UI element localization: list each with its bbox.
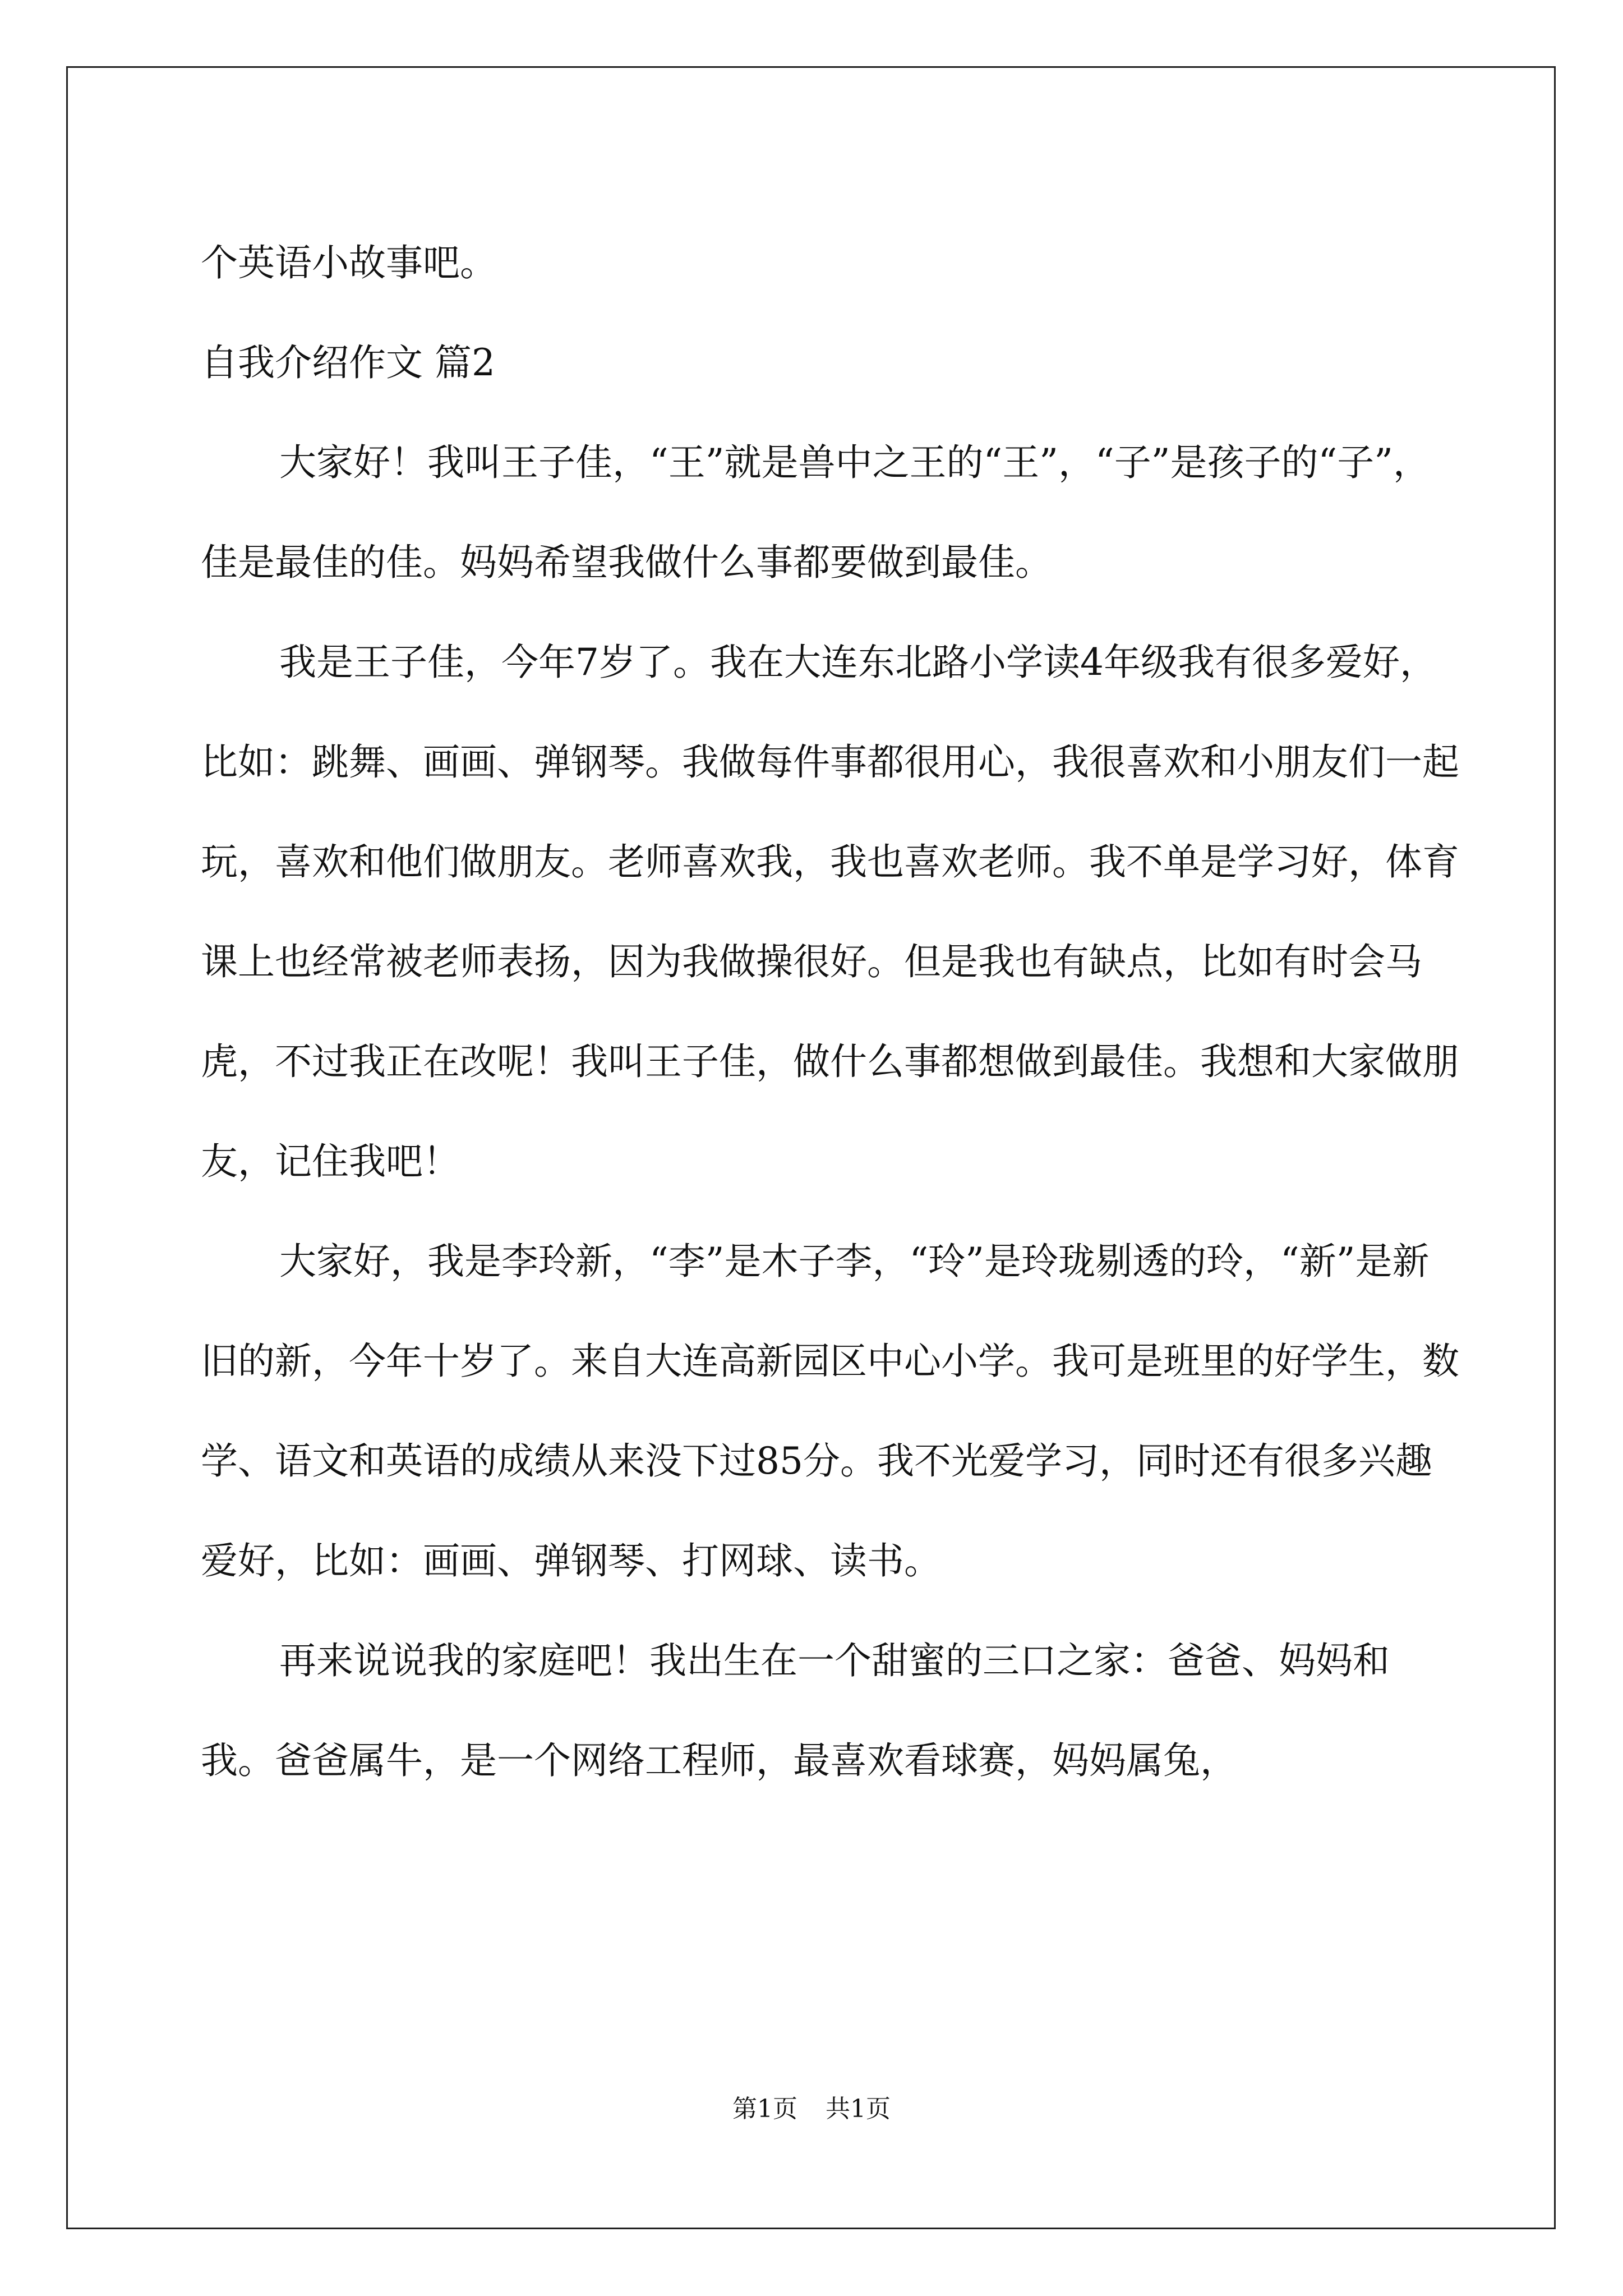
paragraph-continuation: 个英语小故事吧。 [201,241,497,284]
paragraph: 大家好！我叫王子佳，“王”就是兽中之王的“王”，“子”是孩子的“子”，佳是最佳的佳。妈妈希望我做什么事都要做到最佳。 [201,441,1430,584]
paragraph: 再来说说我的家庭吧！我出生在一个甜蜜的三口之家：爸爸、妈妈和我。爸爸属牛，是一个网络工程师，最喜欢看球赛，妈妈属兔， [201,1639,1390,1782]
document-body [201,213,1463,1811]
page-total: 共1页 [826,2095,891,2123]
page-footer [0,2092,1623,2126]
paragraph: 大家好，我是李玲新，“李”是木子李，“玲”是玲珑剔透的玲，“新”是新旧的新，今年十岁了。来自大连高新园区中心小学。我可是班里的好学生，数学、语文和英语的成绩从来没下过85分。我不光爱学习，同时还有很多兴趣爱好，比如：画画、弹钢琴、打网球、读书。 [201,1240,1459,1582]
page-number: 第1页 [732,2095,797,2123]
paragraph: 我是王子佳，今年7岁了。我在大连东北路小学读4年级我有很多爱好，比如：跳舞、画画、弹钢琴。我做每件事都很用心，我很喜欢和小朋友们一起玩，喜欢和他们做朋友。老师喜欢我，我也喜欢老师。我不单是学习好，体育课上也经常被老师表扬，因为我做操很好。但是我也有缺点，比如有时会马虎，不过我正在改呢！我叫王子佳，做什么事都想做到最佳。我想和大家做朋友，记住我吧！ [201,641,1459,1183]
section-heading: 自我介绍作文 篇2 [201,341,495,384]
